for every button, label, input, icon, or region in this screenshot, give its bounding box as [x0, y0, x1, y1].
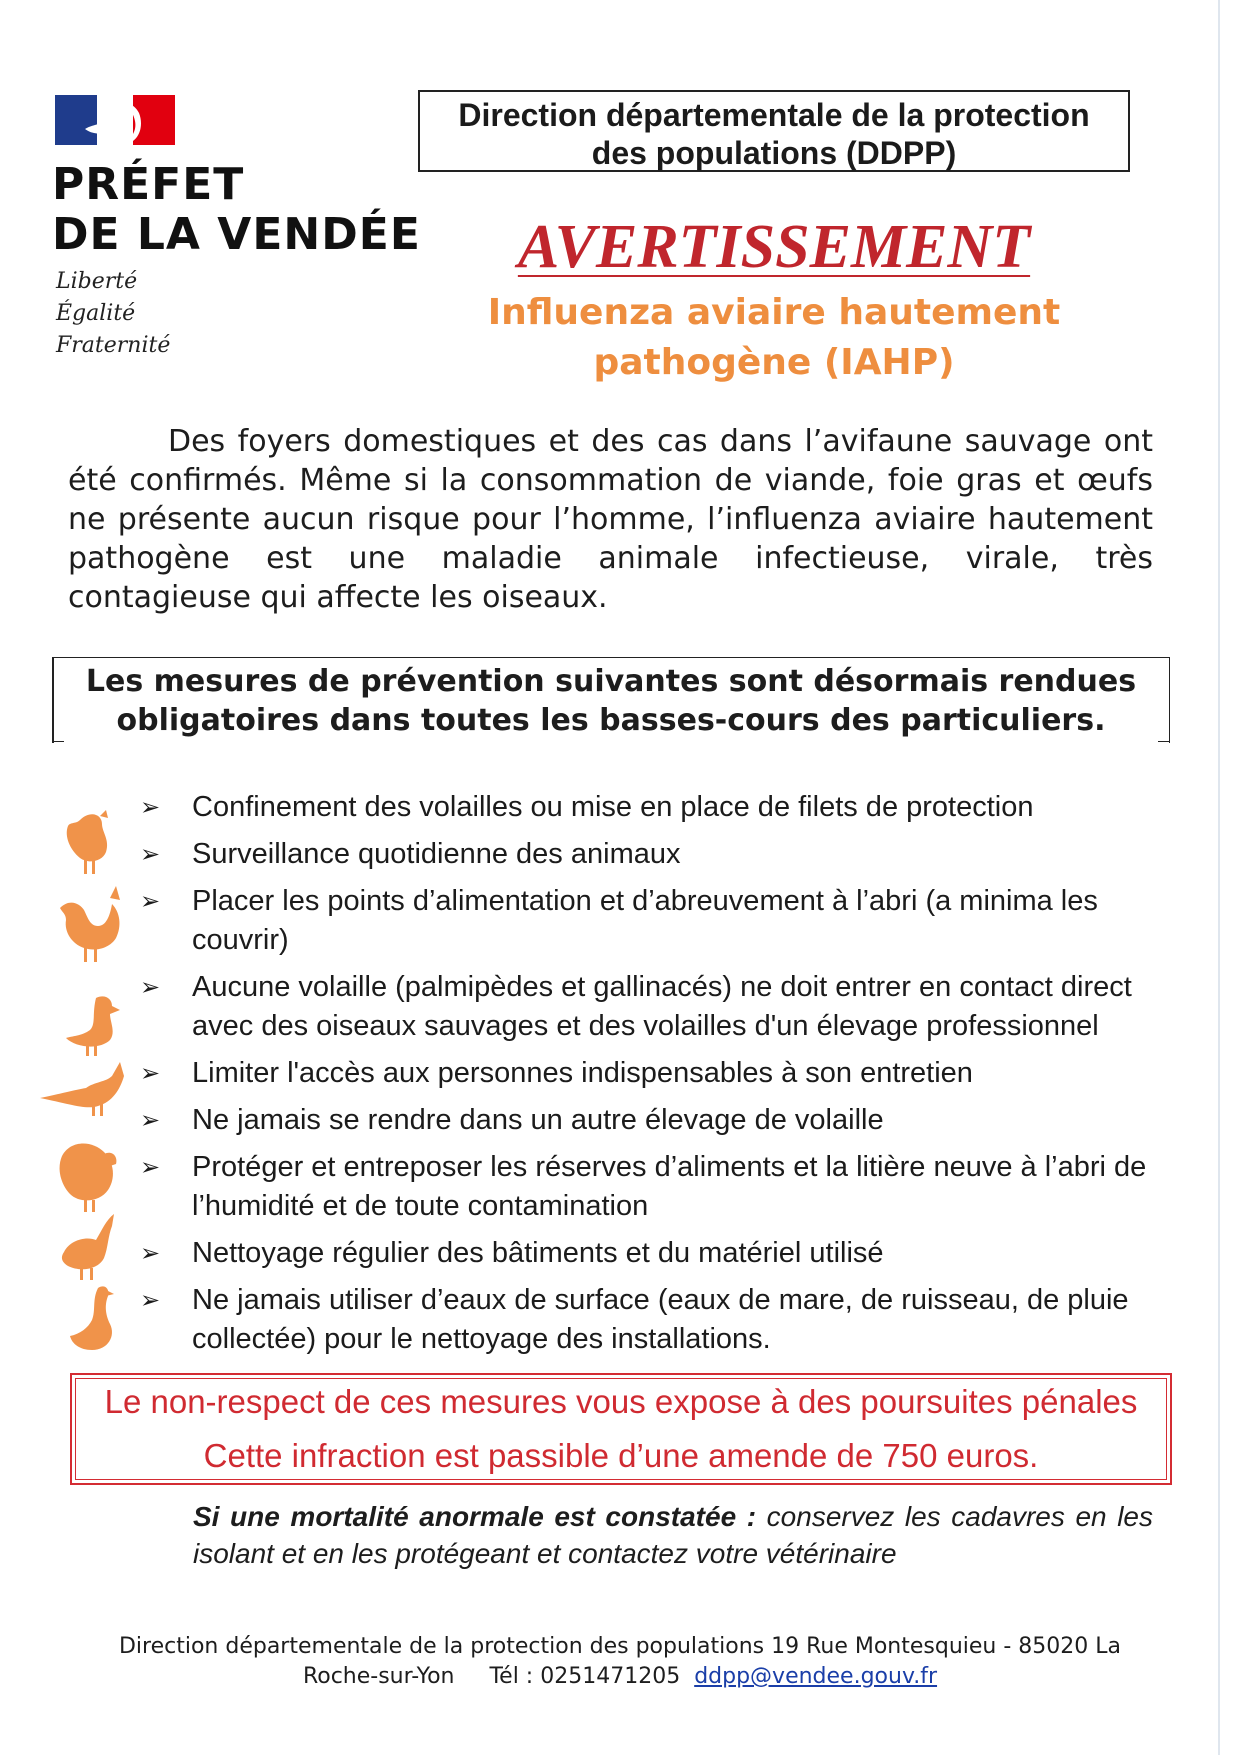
warning-line-1: Le non-respect de ces mesures vous expose à des poursuites pénales [104, 1383, 1138, 1420]
intro-text: Des foyers domestiques et des cas dans l’avifaune sauvage ont été confirmés. Même si la consommation de viande, foie gras et œufs ne présente aucun risque pour l’homme, l’influenza aviaire hautement pathogène est une maladie animale infectieuse, virale, très contagieuse qui affecte les oiseaux. [68, 424, 1153, 615]
hen-icon [67, 810, 108, 874]
list-item-text: Aucune volaille (palmipèdes et gallinacés) ne doit entrer en contact direct avec des oiseaux sauvages et des volailles d'un élevage professionnel [192, 971, 1132, 1042]
devise [56, 266, 170, 362]
bullet-arrow-icon: ➢ [140, 974, 161, 1001]
list-item-text: Nettoyage régulier des bâtiments et du matériel utilisé [192, 1237, 884, 1269]
bullet-arrow-icon: ➢ [140, 841, 161, 868]
footer-line-1: Direction départementale de la protection des populations 19 Rue Montesquieu - 85020 La [118, 1634, 1122, 1659]
prefet-title [52, 160, 421, 260]
list-item-text: Confinement des volailles ou mise en place de filets de protection [192, 791, 1034, 823]
guinea-fowl-icon [62, 1214, 114, 1280]
penalty-warning-box [70, 1373, 1172, 1485]
pheasant-icon [40, 1062, 124, 1116]
list-item-text: Surveillance quotidienne des animaux [192, 838, 681, 870]
bullet-arrow-icon: ➢ [140, 1060, 161, 1087]
list-item [140, 1054, 1165, 1093]
list-item-text: Protéger et entreposer les réserves d’aliments et la litière neuve à l’abri de l’humidité et de toute contamination [192, 1151, 1147, 1222]
list-item [140, 882, 1165, 960]
avertissement-title [418, 212, 1130, 283]
poultry-icons [40, 800, 140, 1360]
devise-fraternite: Fraternité [56, 333, 171, 358]
ddpp-line-2: des populations (DDPP) [591, 135, 957, 171]
list-item [140, 835, 1165, 874]
bullet-arrow-icon: ➢ [140, 1287, 161, 1314]
mesures-line-1: Les mesures de prévention suivantes sont désormais rendues [85, 664, 1137, 699]
bullet-arrow-icon: ➢ [140, 1154, 161, 1181]
duck-icon [66, 996, 120, 1056]
list-item-text: Limiter l'accès aux personnes indispensables à son entretien [192, 1057, 973, 1089]
scan-edge-line [1218, 0, 1220, 1755]
marianne-logo [55, 95, 175, 145]
list-item [140, 1148, 1165, 1226]
iahp-line-2: pathogène (IAHP) [593, 342, 955, 383]
devise-egalite: Égalité [56, 301, 136, 326]
bullet-arrow-icon: ➢ [140, 1240, 161, 1267]
devise-liberte: Liberté [56, 269, 138, 294]
list-item-text: Ne jamais utiliser d’eaux de surface (eaux de mare, de ruisseau, de pluie collectée) pour le nettoyage des installations. [192, 1284, 1129, 1355]
list-item [140, 1234, 1165, 1273]
list-item [140, 1101, 1165, 1140]
list-item-text: Placer les points d’alimentation et d’abreuvement à l’abri (a minima les couvrir) [192, 885, 1098, 956]
avertissement-text: AVERTISSEMENT [517, 213, 1031, 281]
prefet-line-1: PRÉFET [52, 159, 245, 210]
list-item [140, 1281, 1165, 1359]
footer-city: Roche-sur-Yon [302, 1664, 455, 1689]
list-item-text: Ne jamais se rendre dans un autre élevage de volaille [192, 1104, 884, 1136]
mesures-box [52, 657, 1170, 742]
mortality-text: conservez les cadavres en les isolant et en les protégeant et contactez votre vétérinaire [193, 1501, 1154, 1569]
list-item [140, 788, 1165, 827]
ddpp-header-box [418, 90, 1130, 172]
warning-line-2: Cette infraction est passible d’une amende de 750 euros. [203, 1437, 1039, 1474]
footer-tel: Tél : 0251471205 [489, 1664, 681, 1689]
bullet-arrow-icon: ➢ [140, 888, 161, 915]
footer-line-2 [90, 1662, 1150, 1692]
list-item [140, 968, 1165, 1046]
mesures-line-2: obligatoires dans toutes les basses-cours des particuliers. [116, 703, 1106, 738]
mortality-notice [193, 1498, 1153, 1572]
footer-address [90, 1632, 1150, 1692]
footer-email-link[interactable]: ddpp@vendee.gouv.fr [694, 1664, 938, 1689]
mortality-lead: Si une mortalité anormale est constatée : [193, 1501, 757, 1532]
goose-icon [70, 1286, 114, 1350]
turkey-icon [60, 1143, 117, 1212]
bullet-arrow-icon: ➢ [140, 794, 161, 821]
iahp-line-1: Influenza aviaire hautement [487, 292, 1061, 333]
intro-paragraph [68, 422, 1153, 617]
bullet-arrow-icon: ➢ [140, 1107, 161, 1134]
iahp-subtitle [418, 288, 1130, 388]
measures-list [140, 788, 1165, 1367]
rooster-icon [60, 886, 120, 962]
prefet-line-2: DE LA VENDÉE [52, 209, 421, 260]
ddpp-line-1: Direction départementale de la protection [458, 97, 1090, 133]
